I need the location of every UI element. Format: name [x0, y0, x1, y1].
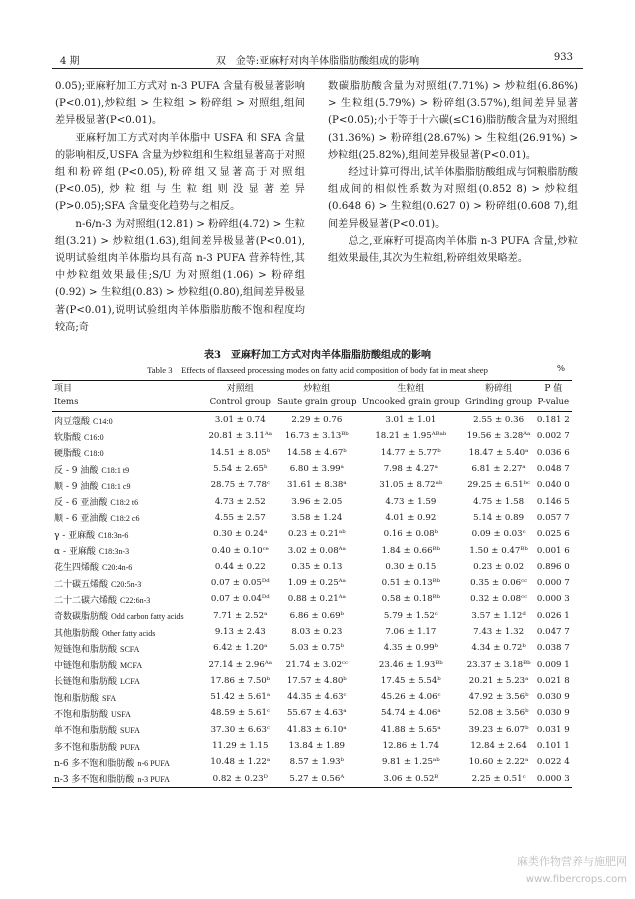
uncooked-value: 12.86 ± 1.74 — [382, 741, 440, 752]
control-value: 4.55 ± 2.57 — [214, 512, 266, 523]
item-name-cn: 饱和脂肪酸 — [54, 693, 100, 704]
control-value: 0.82 ± 0.23ᴰ — [212, 773, 268, 784]
item-name-cn: 长链饱和脂肪酸 — [54, 677, 118, 688]
grinding-value: 10.60 ± 2.22ᵃ — [468, 757, 529, 768]
row-item — [52, 689, 206, 705]
table-row — [52, 510, 572, 526]
header-rule — [52, 68, 583, 69]
uncooked-value: 0.16 ± 0.08ᵇ — [383, 529, 439, 540]
item-name-cn: 不饱和脂肪酸 — [54, 709, 109, 720]
item-name-en: Odd carbon fatty acids — [111, 612, 184, 622]
item-name-en: C20:5n-3 — [111, 579, 142, 589]
header-p-value: P 值 P-value — [537, 384, 570, 407]
saute-value: 14.58 ± 4.67ᵇ — [286, 447, 347, 458]
watermark-text: 麻类作物营养与施肥网 — [517, 855, 627, 868]
saute-value: 41.83 ± 6.10ᵃ — [286, 724, 347, 735]
uncooked-value: 41.88 ± 5.65ᵃ — [380, 724, 441, 735]
saute-value: 0.35 ± 0.13 — [291, 561, 343, 572]
row-item — [52, 493, 206, 509]
saute-value: 8.57 ± 1.93ᵇ — [289, 757, 345, 768]
row-item — [52, 673, 206, 689]
control-value: 6.42 ± 1.20ᵃ — [213, 643, 268, 654]
grinding-value: 39.23 ± 6.07ᵇ — [468, 724, 529, 735]
table-row — [52, 591, 572, 607]
paragraph: 0.05);亚麻籽加工方式对 n-3 PUFA 含量有极显著影响(P<0.01),炒粒组 > 生粒组 > 粉碎组 > 对照组,组间差异极显著(P<0.01)。 — [55, 81, 305, 127]
p-value: 0.030 9 — [536, 692, 570, 703]
row-item — [52, 461, 206, 477]
saute-value: 3.96 ± 2.05 — [291, 496, 343, 507]
item-name-en: SCFA — [120, 644, 140, 654]
row-item — [52, 510, 206, 526]
saute-value: 55.67 ± 4.63ᵃ — [286, 708, 347, 719]
row-item — [52, 624, 206, 640]
grinding-value: 23.37 ± 3.18ᴮᵇ — [466, 659, 531, 670]
item-name-en: C22:6n-3 — [120, 595, 151, 605]
item-name-cn: 二十碳五烯酸 — [54, 579, 109, 590]
uncooked-value: 1.84 ± 0.66ᴮᵇ — [381, 545, 441, 556]
control-value: 51.42 ± 5.61ᵃ — [210, 692, 271, 703]
item-name-en: C18:3n-6 — [98, 530, 129, 540]
header-control: 对照组 Control group — [209, 384, 271, 407]
paragraph: n-6/n-3 为对照组(12.81) > 粉碎组(4.72) > 生粒组(3.21) > 炒粒组(1.63),组间差异极显著(P<0.01),说明试验组肉羊体脂均具有高 n-3 PUFA 营养特性,其中炒粒组效果最佳;S/U 为对照组(1.06) > 粉碎组(0.92) > 生粒组(0.83) > 炒粒组(0.80),组间差异极显著(P<0.01),说明试验组肉羊体脂脂肪酸不饱和程度均较高;奇 — [55, 218, 305, 333]
control-value: 10.48 ± 1.22ᵃ — [210, 757, 271, 768]
saute-value: 0.88 ± 0.21ᴬᵃ — [287, 594, 346, 605]
table-caption-en: Table 3 Effects of flaxseed processing modes on fatty acid composition of body fat in meat sheep — [147, 365, 488, 375]
uncooked-value: 23.46 ± 1.93ᴮᵇ — [378, 659, 443, 670]
item-name-cn: 单不饱和脂肪酸 — [54, 726, 118, 737]
grinding-value: 1.50 ± 0.47ᴮᵇ — [469, 545, 528, 556]
control-value: 28.75 ± 7.78ᶜ — [210, 480, 270, 491]
p-value: 0.036 6 — [536, 447, 570, 458]
uncooked-value: 3.06 ± 0.52ᴮ — [383, 773, 439, 784]
control-value: 17.86 ± 7.50ᵇ — [210, 675, 271, 686]
uncooked-value: 17.45 ± 5.54ᵇ — [380, 675, 441, 686]
p-value: 0.031 9 — [536, 724, 570, 735]
saute-value: 6.86 ± 0.69ᵇ — [289, 610, 345, 621]
control-value: 27.14 ± 2.96ᴬᵃ — [208, 659, 273, 670]
row-item — [52, 771, 206, 788]
grinding-value: 4.34 ± 0.72ᵇ — [471, 643, 526, 654]
p-value: 0.040 0 — [536, 480, 570, 491]
uncooked-value: 7.98 ± 4.27ᵃ — [383, 464, 438, 475]
uncooked-value: 31.05 ± 8.72ᵃᵇ — [379, 480, 443, 491]
uncooked-value: 45.26 ± 4.06ᶜ — [381, 692, 441, 703]
control-value: 7.71 ± 2.52ᵃ — [213, 610, 268, 621]
fatty-acid-table — [52, 380, 572, 788]
uncooked-value: 4.01 ± 0.92 — [385, 512, 437, 523]
p-value: 0.030 9 — [536, 708, 570, 719]
table-row — [52, 640, 572, 656]
item-name-en: Other fatty acids — [102, 628, 156, 638]
item-name-en: C16:0 — [84, 432, 104, 442]
saute-value: 8.03 ± 0.23 — [291, 627, 343, 637]
grinding-value: 29.25 ± 6.51ᵇᶜ — [467, 480, 530, 491]
table-row — [52, 754, 572, 770]
p-value: 0.101 1 — [536, 741, 570, 752]
header-uncooked: 生粒组 Uncooked grain group — [361, 384, 460, 407]
item-name-en: n-6 PUFA — [137, 758, 170, 768]
row-item — [52, 705, 206, 721]
table-row — [52, 738, 572, 754]
row-item — [52, 428, 206, 444]
p-value: 0.000 3 — [536, 594, 570, 605]
p-value: 0.038 7 — [536, 643, 570, 654]
item-name-en: C18:0 — [84, 449, 104, 459]
saute-value: 16.73 ± 3.13ᴮᵇ — [284, 431, 349, 442]
table-row — [52, 673, 572, 689]
uncooked-value: 54.74 ± 4.06ᵃ — [380, 708, 441, 719]
control-value: 3.01 ± 0.74 — [214, 415, 266, 426]
grinding-value: 7.43 ± 1.32 — [473, 627, 525, 637]
table-row — [52, 722, 572, 738]
header-saute: 炒粒组 Saute grain group — [277, 384, 357, 407]
uncooked-value: 4.73 ± 1.59 — [385, 496, 437, 507]
paragraph: 经过计算可得出,试羊体脂脂肪酸组成与饲粮脂肪酸组成间的相似性系数为对照组(0.852 8) > 炒粒组(0.648 6) > 生粒组(0.627 0) > 粉碎组(0.608 7),组间差异极显著(P<0.01)。 — [328, 167, 578, 230]
item-name-cn: 顺 - 6 亚油酸 — [54, 514, 108, 525]
item-name-en: n-3 PUFA — [137, 775, 170, 785]
item-name-en: C18:3n-3 — [98, 547, 130, 557]
table-body — [52, 412, 572, 788]
table-unit: % — [556, 364, 565, 374]
running-title: 双 金等:亚麻籽对肉羊体脂脂肪酸组成的影响 — [215, 56, 420, 67]
grinding-value: 0.09 ± 0.03ᶜ — [471, 529, 526, 540]
saute-value: 3.58 ± 1.24 — [291, 512, 343, 523]
saute-value: 6.80 ± 3.99ᵃ — [289, 464, 344, 475]
saute-value: 3.02 ± 0.08ᴬᵃ — [287, 545, 346, 556]
table-row — [52, 477, 572, 493]
control-value: 14.51 ± 8.05ᵇ — [210, 447, 271, 458]
item-name-cn: α - 亚麻酸 — [54, 547, 96, 558]
table-row — [52, 445, 572, 461]
uncooked-value: 0.51 ± 0.13ᴮᵇ — [381, 578, 441, 589]
grinding-value: 0.23 ± 0.02 — [473, 561, 525, 572]
item-name-cn: 二十二碳六烯酸 — [54, 595, 118, 606]
saute-value: 0.23 ± 0.21ᵃᵇ — [287, 529, 346, 540]
table-row — [52, 461, 572, 477]
table-header-row — [52, 381, 572, 412]
table-row — [52, 526, 572, 542]
grinding-value: 0.35 ± 0.06ᶜᶜ — [470, 578, 528, 589]
table-row — [52, 624, 572, 640]
row-item — [52, 526, 206, 542]
row-item — [52, 754, 206, 770]
control-value: 9.13 ± 2.43 — [214, 627, 266, 637]
saute-value: 21.74 ± 3.02ᶜᶜ — [285, 659, 349, 670]
header-items: 项目 Items — [54, 384, 79, 407]
uncooked-value: 7.06 ± 1.17 — [385, 627, 437, 637]
row-item — [52, 412, 206, 429]
grinding-value: 20.21 ± 5.23ᵃ — [468, 675, 529, 686]
row-item — [52, 575, 206, 591]
grinding-value: 2.55 ± 0.36 — [473, 415, 525, 426]
p-value: 0.000 3 — [536, 773, 570, 784]
control-value: 0.30 ± 0.24ᵃ — [213, 529, 268, 540]
control-value: 48.59 ± 5.61ᶜ — [210, 708, 270, 719]
table-row — [52, 428, 572, 444]
item-name-cn: 反 - 6 亚油酸 — [54, 498, 108, 509]
item-name-cn: 花生四烯酸 — [54, 563, 100, 574]
table-row — [52, 559, 572, 575]
paragraph: 数碳脂肪酸含量为对照组(7.71%) > 炒粒组(6.86%) > 生粒组(5.79%) > 粉碎组(3.57%),组间差异显著(P<0.05);小于等于十六碳(≤C16)脂肪酸含量为对照组(31.36%) > 粉碎组(28.67%) > 生粒组(26.91%) > 炒粒组(25.82%),组间差异极显著(P<0.01)。 — [328, 81, 578, 161]
p-value: 0.009 1 — [536, 659, 570, 670]
row-item — [52, 591, 206, 607]
paragraph: 总之,亚麻籽可提高肉羊体脂 n-3 PUFA 含量,炒粒组效果最佳,其次为生粒组,粉碎组效果略差。 — [328, 235, 578, 265]
item-name-en: C14:0 — [93, 416, 113, 426]
item-name-cn: γ - 亚麻酸 — [54, 530, 96, 541]
grinding-value: 47.92 ± 3.56ᵇ — [468, 692, 529, 703]
control-value: 4.73 ± 2.52 — [214, 496, 266, 507]
grinding-value: 18.47 ± 5.40ᵃ — [468, 447, 529, 458]
item-name-en: C18:1 c9 — [101, 481, 131, 491]
control-value: 0.07 ± 0.05ᴰᵈ — [210, 578, 270, 589]
grinding-value: 12.84 ± 2.64 — [470, 741, 527, 752]
p-value: 0.047 7 — [536, 627, 570, 637]
grinding-value: 3.57 ± 1.12ᵈ — [471, 610, 526, 621]
uncooked-value: 3.01 ± 1.01 — [385, 415, 437, 426]
item-name-en: SFA — [102, 693, 117, 703]
row-item — [52, 656, 206, 672]
item-name-en: C18:2 t6 — [110, 498, 139, 508]
uncooked-value: 0.30 ± 0.15 — [385, 561, 437, 572]
page-number: 933 — [553, 52, 573, 63]
control-value: 5.54 ± 2.65ᵇ — [213, 464, 268, 475]
item-name-en: MCFA — [120, 661, 143, 671]
item-name-cn: 多不饱和脂肪酸 — [54, 742, 118, 753]
uncooked-value: 18.21 ± 1.95ᴬᴮᵃᵇ — [375, 431, 447, 442]
grinding-value: 0.32 ± 0.08ᶜᶜ — [470, 594, 528, 605]
row-item — [52, 542, 206, 558]
grinding-value: 2.25 ± 0.51ᶜ — [471, 773, 526, 784]
row-item — [52, 559, 206, 575]
saute-value: 5.03 ± 0.75ᵇ — [289, 643, 345, 654]
grinding-value: 6.81 ± 2.27ᵃ — [471, 464, 526, 475]
uncooked-value: 14.77 ± 5.77ᵇ — [380, 447, 441, 458]
p-value: 0.181 2 — [536, 415, 570, 426]
paragraph: 亚麻籽加工方式对肉羊体脂中 USFA 和 SFA 含量的影响相反,USFA 含量为炒粒组和生粒组显著高于对照组和粉碎组(P<0.05),粉碎组又显著高于对照组(P<0.05),炒粒组与生粒组则没显著差异(P>0.05);SFA 含量变化趋势与之相反。 — [55, 132, 305, 213]
item-name-cn: 肉豆蔻酸 — [54, 416, 91, 427]
item-name-cn: 奇数碳脂肪酸 — [54, 612, 109, 623]
p-value: 0.001 6 — [536, 545, 570, 556]
item-name-cn: 其他脂肪酸 — [54, 628, 100, 639]
control-value: 0.07 ± 0.04ᴰᵈ — [210, 594, 270, 605]
uncooked-value: 4.35 ± 0.99ᵇ — [383, 643, 439, 654]
row-item — [52, 445, 206, 461]
saute-value: 1.09 ± 0.25ᴬᵃ — [287, 578, 346, 589]
row-item — [52, 477, 206, 493]
p-value: 0.022 4 — [536, 757, 570, 768]
p-value: 0.026 1 — [536, 610, 570, 621]
control-value: 37.30 ± 6.63ᶜ — [210, 724, 270, 735]
item-name-en: C18:1 t9 — [101, 465, 130, 475]
row-item — [52, 608, 206, 624]
table-row — [52, 656, 572, 672]
right-column — [328, 78, 578, 267]
saute-value: 17.57 ± 4.80ᵇ — [286, 675, 347, 686]
table-row — [52, 542, 572, 558]
item-name-cn: 反 - 9 油酸 — [54, 465, 99, 476]
p-value: 0.025 6 — [536, 529, 570, 540]
saute-value: 13.84 ± 1.89 — [288, 741, 346, 752]
saute-value: 5.27 ± 0.56ᴬ — [289, 773, 345, 784]
p-value: 0.000 7 — [536, 578, 570, 589]
item-name-cn: 顺 - 9 油酸 — [54, 481, 99, 492]
table-row — [52, 493, 572, 509]
p-value: 0.146 5 — [536, 496, 570, 507]
table-row — [52, 705, 572, 721]
saute-value: 2.29 ± 0.76 — [291, 415, 343, 426]
table-row — [52, 412, 572, 429]
grinding-value: 52.08 ± 3.56ᵇ — [468, 708, 529, 719]
control-value: 20.81 ± 3.11ᴬᵃ — [208, 431, 273, 442]
table-row — [52, 689, 572, 705]
table-row — [52, 575, 572, 591]
item-name-en: C20:4n-6 — [102, 563, 133, 573]
item-name-cn: n-3 多不饱和脂肪酸 — [54, 775, 135, 786]
header-grinding: 粉碎组 Grinding group — [465, 384, 533, 407]
p-value: 0.002 7 — [536, 431, 570, 442]
watermark-url: www.fibercrops.com — [525, 874, 627, 885]
table-row — [52, 608, 572, 624]
issue-number: 4 期 — [60, 56, 80, 67]
item-name-cn: 软脂酸 — [54, 432, 82, 443]
control-value: 0.40 ± 0.10ᶜᵉ — [211, 545, 269, 556]
control-value: 0.44 ± 0.22 — [214, 561, 266, 572]
saute-value: 31.61 ± 8.38ᵃ — [286, 480, 347, 491]
p-value: 0.057 7 — [536, 512, 570, 523]
item-name-en: USFA — [111, 709, 131, 719]
row-item — [52, 722, 206, 738]
row-item — [52, 640, 206, 656]
item-name-en: SUFA — [120, 726, 140, 736]
row-item — [52, 738, 206, 754]
table-row — [52, 771, 572, 788]
item-name-en: PUFA — [120, 742, 140, 752]
uncooked-value: 0.58 ± 0.18ᴮᵇ — [381, 594, 441, 605]
uncooked-value: 5.79 ± 1.52ᶜ — [383, 610, 438, 621]
item-name-cn: 中链饱和脂肪酸 — [54, 661, 118, 672]
item-name-en: LCFA — [120, 677, 140, 687]
item-name-cn: 短链饱和脂肪酸 — [54, 644, 118, 655]
control-value: 11.29 ± 1.15 — [212, 741, 269, 752]
left-column — [55, 78, 305, 336]
table-caption-cn: 表3 亚麻籽加工方式对肉羊体脂脂肪酸组成的影响 — [204, 350, 431, 361]
p-value: 0.896 0 — [536, 561, 570, 572]
grinding-value: 19.56 ± 3.28ᴬᵃ — [466, 431, 531, 442]
grinding-value: 4.75 ± 1.58 — [473, 496, 525, 507]
uncooked-value: 9.81 ± 1.25ᵃᵇ — [381, 757, 440, 768]
item-name-cn: 硬脂酸 — [54, 449, 82, 460]
p-value: 0.048 7 — [536, 464, 570, 475]
grinding-value: 5.14 ± 0.89 — [473, 512, 525, 523]
item-name-en: C18:2 c6 — [110, 514, 140, 524]
item-name-cn: n-6 多不饱和脂肪酸 — [54, 758, 135, 769]
saute-value: 44.35 ± 4.63ᶜ — [287, 692, 347, 703]
p-value: 0.021 8 — [536, 675, 570, 686]
